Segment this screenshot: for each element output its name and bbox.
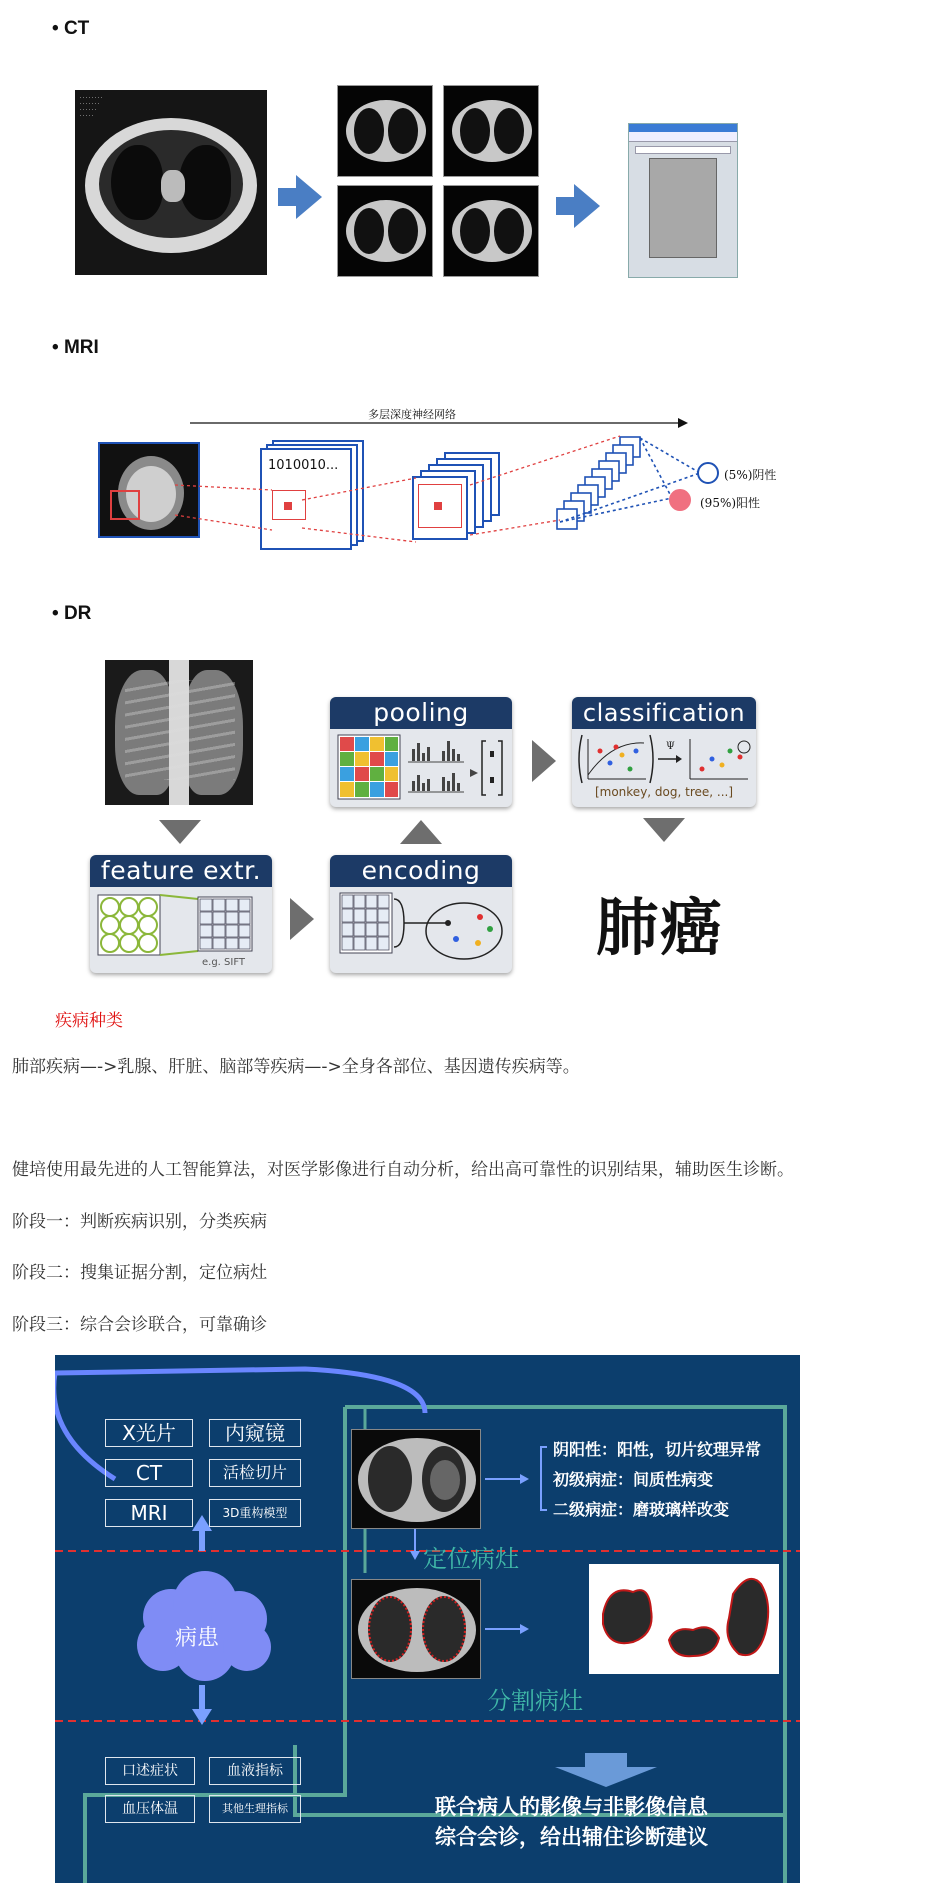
dr-pooling-panel [330,697,512,807]
imaging-box-3d-model: 3D重构模型 [209,1499,301,1527]
ct-arrow-1-icon [296,175,322,219]
dr-feature-panel [90,855,272,973]
dr-chest-xray [105,660,253,805]
ct-arrow-1-shaft [278,188,298,206]
dr-classification-panel [572,697,756,807]
ct-heading: • CT [52,18,90,39]
dr-pooling-graphic [330,729,512,807]
dr-arrow-down-1 [159,820,201,844]
locate-lesion-label: 定位病灶 [423,1545,519,1573]
disease-line: 肺部疾病—->乳腺、肝脏、脑部等疾病—->全身各部位、基因遗传疾病等。 [12,1057,580,1077]
mri-connection-lines [0,430,800,560]
mri-input-text: 1010010... [268,458,339,473]
dr-classification-graphic [572,729,756,787]
imaging-box-biopsy: 活检切片 [209,1459,301,1487]
ct-slice-1 [337,85,433,177]
info-box-other: 其他生理指标 [209,1795,301,1823]
stage-2: 阶段二：搜集证据分割，定位病灶 [12,1263,267,1283]
dr-arrow-up [400,820,442,844]
info-box-blood: 血液指标 [209,1757,301,1785]
ct-slice-3 [337,185,433,277]
dr-result: 肺癌 [596,891,725,964]
imaging-box-xray: X光片 [105,1419,193,1447]
mri-heading: • MRI [52,337,99,358]
ct-slice-4 [443,185,539,277]
stage-1: 阶段一：判断疾病识别，分类疾病 [12,1212,267,1232]
lesion-segments-image [589,1564,779,1674]
ct-source-scan: ........ ....... ...... ..... [75,90,267,275]
ct-arrow-2-shaft [556,197,576,215]
mri-positive-output: (95%)阳性 [700,496,761,510]
lesion-segments-graphic [589,1564,779,1674]
ct-report-window [628,123,738,278]
mri-negative-output: (5%)阴性 [724,468,777,482]
imaging-box-mri: MRI [105,1499,193,1527]
conclusion-line-1: 联合病人的影像与非影像信息 [435,1795,708,1819]
dr-arrow-down-2 [643,818,685,842]
dr-classification-header: classification [572,697,756,729]
segment-lesion-label: 分割病灶 [487,1687,583,1715]
disease-title: 疾病种类 [55,1011,123,1031]
imaging-box-endoscope: 内窥镜 [209,1419,301,1447]
ct-slice-2 [443,85,539,177]
result-primary: 初级病症：间质性病变 [553,1470,714,1489]
result-yin-yang: 阴阳性：阳性，切片纹理异常 [553,1440,762,1459]
mri-network-label: 多层深度神经网络 [368,408,456,421]
diagram-ct-original [351,1429,481,1529]
dr-encoding-header: encoding [330,855,512,887]
dr-feature-header: feature extr. [90,855,272,887]
patient-label: 病患 [175,1626,220,1651]
conclusion-line-2: 综合会诊，给出辅住诊断建议 [435,1825,708,1849]
dr-heading: • DR [52,603,92,624]
dr-classification-caption: [monkey, dog, tree, ...] [594,785,734,799]
dr-encoding-panel [330,855,512,973]
mri-direction-arrow [190,416,690,430]
stage-3: 阶段三：综合会诊联合，可靠确诊 [12,1315,267,1335]
dr-arrow-right-2 [532,740,556,782]
ct-arrow-2-icon [574,184,600,228]
dr-encoding-graphic [330,887,512,973]
workflow-diagram [55,1355,800,1883]
result-secondary: 二级病症：磨玻璃样改变 [553,1500,730,1519]
info-box-symptoms: 口述症状 [105,1757,195,1785]
diagram-ct-segmented [351,1579,481,1679]
svg-text:Ψ: Ψ [666,741,675,752]
imaging-box-ct: CT [105,1459,193,1487]
dr-feature-caption: e.g. SIFT [202,957,246,968]
info-box-vitals: 血压体温 [105,1795,195,1823]
dr-pooling-header: pooling [330,697,512,729]
dr-arrow-right-1 [290,898,314,940]
intro-summary: 健培使用最先进的人工智能算法，对医学影像进行自动分析，给出高可靠性的识别结果，辅助医生诊断。 [12,1160,794,1180]
